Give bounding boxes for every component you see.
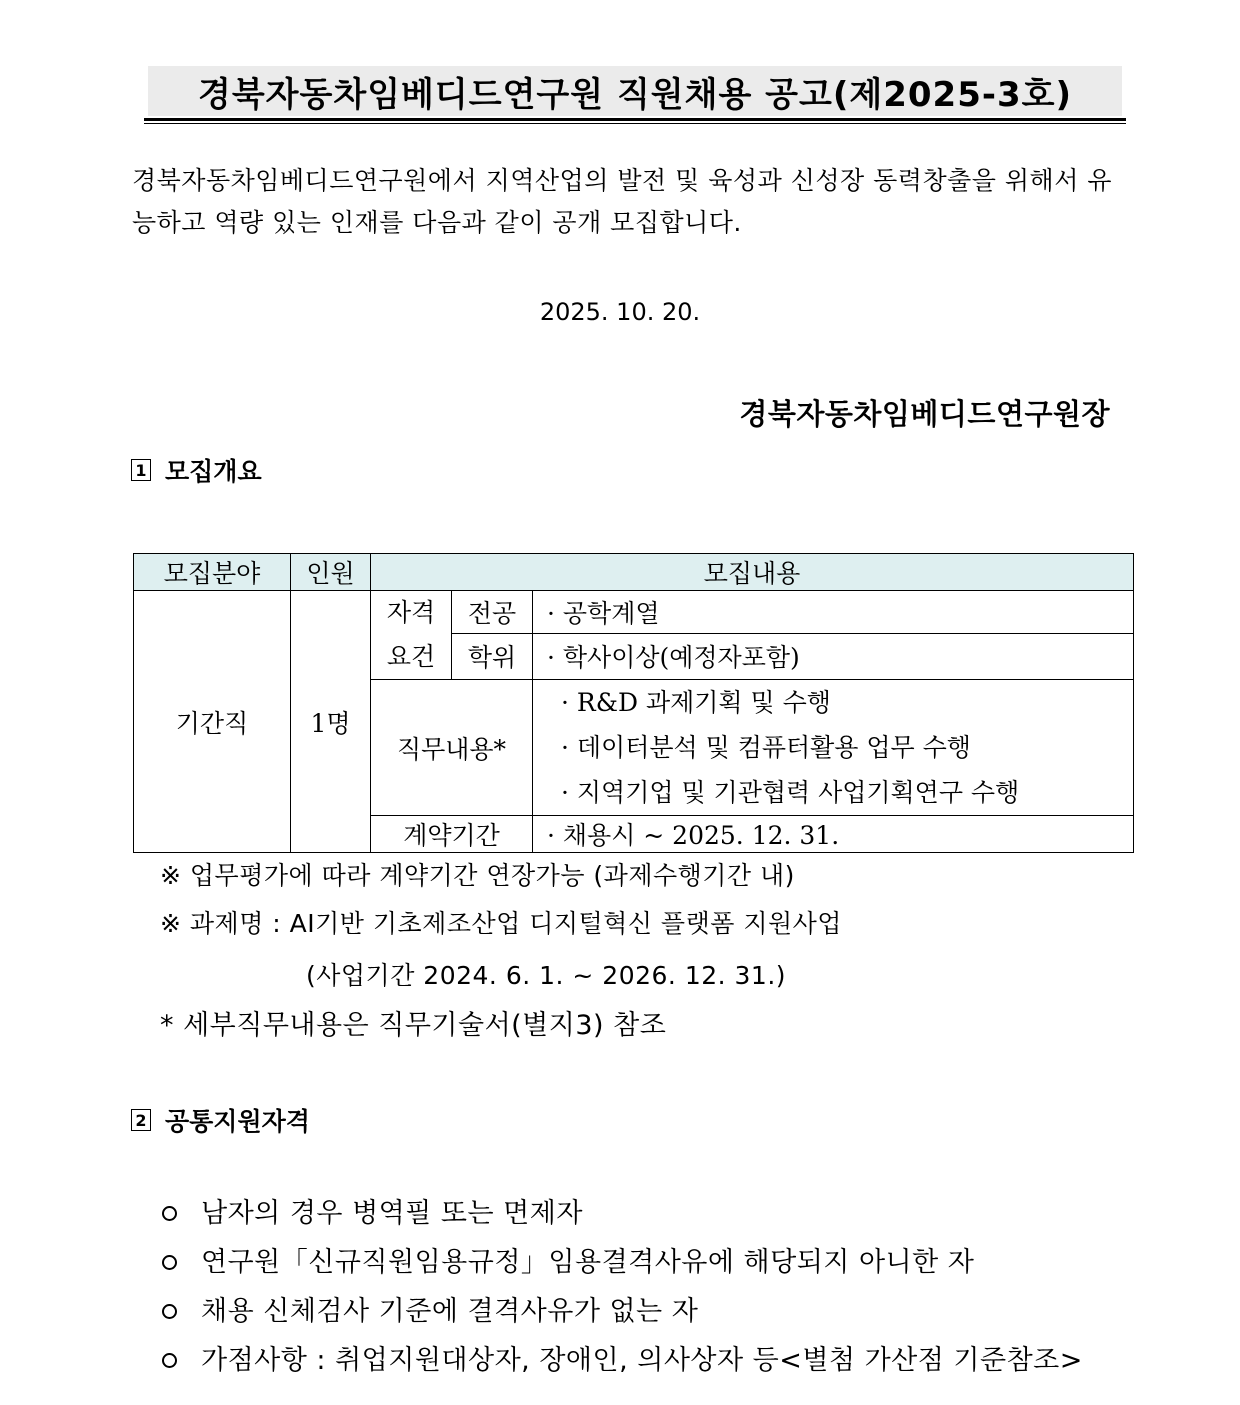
duties-label: 직무내용*: [371, 680, 533, 816]
major-value: · 공학계열: [533, 591, 1134, 634]
duties-list: [533, 680, 1134, 816]
duty-item: · R&D 과제기획 및 수행: [561, 688, 831, 717]
major-label: 전공: [452, 591, 533, 634]
note-extension: ※ 업무평가에 따라 계약기간 연장가능 (과제수행기간 내): [160, 861, 795, 890]
duty-item: · 데이터분석 및 컴퓨터활용 업무 수행: [561, 733, 971, 762]
circle-bullet-icon: [162, 1353, 177, 1368]
contract-value: · 채용시 ~ 2025. 12. 31.: [533, 816, 1134, 853]
qualification-label-line1: 자격: [386, 598, 436, 627]
qualification-label-line2: 요건: [386, 642, 436, 671]
title-underline-thick: [144, 118, 1126, 121]
count-cell: 1명: [291, 591, 371, 853]
circle-bullet-icon: [162, 1206, 177, 1221]
list-item: [162, 1238, 1083, 1287]
degree-label: 학위: [452, 633, 533, 679]
list-item-text: 남자의 경우 병역필 또는 면제자: [201, 1198, 583, 1229]
signer: 경북자동차임베디드연구원장: [739, 397, 1110, 431]
list-item-text: 채용 신체검사 기준에 결격사유가 없는 자: [201, 1296, 699, 1327]
list-item: [162, 1287, 1083, 1336]
title-box: [148, 66, 1122, 116]
section-title: 모집개요: [165, 457, 262, 486]
section-1-heading: [131, 452, 262, 488]
title-underline-thin: [144, 123, 1126, 124]
section-2-heading: [131, 1102, 310, 1138]
note-project-name: ※ 과제명 : AI기반 기초제조산업 디지털혁신 플랫폼 지원사업: [160, 909, 842, 938]
announcement-date: 2025. 10. 20.: [539, 298, 701, 326]
header-count: 인원: [291, 554, 371, 591]
recruitment-table: [133, 553, 1134, 853]
note-job-description: * 세부직무내용은 직무기술서(별지3) 참조: [160, 1010, 667, 1041]
list-item: [162, 1336, 1083, 1385]
qualification-label: [371, 591, 452, 680]
header-field: 모집분야: [134, 554, 291, 591]
section-number-box: 1: [131, 459, 151, 481]
table-row: [134, 591, 1134, 634]
degree-value: · 학사이상(예정자포함): [533, 633, 1134, 679]
contract-label: 계약기간: [371, 816, 533, 853]
list-item: [162, 1189, 1083, 1238]
intro-paragraph: 경북자동차임베디드연구원에서 지역산업의 발전 및 육성과 신성장 동력창출을 위해서 유능하고 역량 있는 인재를 다음과 같이 공개 모집합니다.: [132, 166, 1112, 237]
duty-item: · 지역기업 및 기관협력 사업기획연구 수행: [561, 778, 1020, 807]
circle-bullet-icon: [162, 1304, 177, 1319]
list-item-text: 연구원「신규직원임용규정」임용결격사유에 해당되지 아니한 자: [201, 1247, 975, 1278]
page-title: 경북자동차임베디드연구원 직원채용 공고(제2025-3호): [197, 74, 1073, 115]
circle-bullet-icon: [162, 1255, 177, 1270]
header-content: 모집내용: [371, 554, 1134, 591]
section-number-box: 2: [131, 1109, 151, 1131]
note-project-period: (사업기간 2024. 6. 1. ~ 2026. 12. 31.): [306, 961, 787, 990]
table-header-row: [134, 554, 1134, 591]
field-cell: 기간직: [134, 591, 291, 853]
list-item-text: 가점사항 : 취업지원대상자, 장애인, 의사상자 등<별첨 가산점 기준참조>: [201, 1345, 1083, 1376]
qualification-list: [162, 1189, 1083, 1385]
section-title: 공통지원자격: [165, 1107, 310, 1136]
